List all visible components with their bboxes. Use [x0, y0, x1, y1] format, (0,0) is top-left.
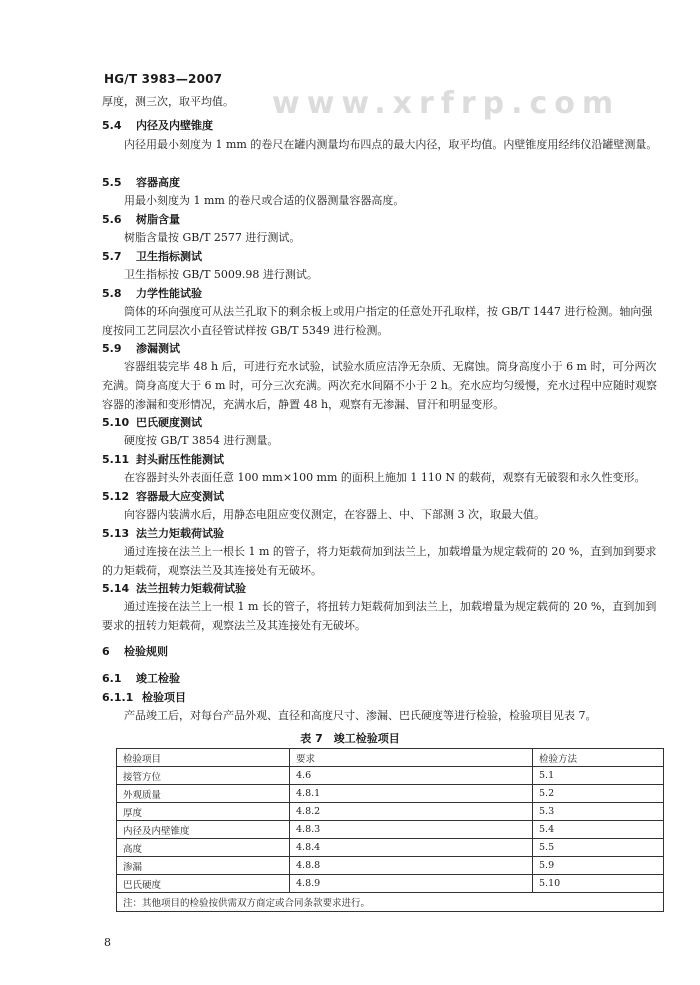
section-title: 封头耐压性能测试 — [136, 453, 224, 466]
section-5-11-body: 在容器封头外表面任意 100 mm×100 mm 的面积上施加 1 110 N 的载荷，观察有无破裂和永久性变形。 — [124, 471, 646, 484]
table-row — [117, 803, 664, 821]
table-header-cell: 检验方法 — [533, 749, 664, 767]
section-number: 6.1.1 — [102, 691, 134, 704]
table-cell: 接管方位 — [117, 767, 290, 785]
section-title: 巴氏硬度测试 — [136, 416, 202, 429]
section-number: 5.8 — [102, 287, 122, 300]
table-cell: 4.8.2 — [290, 803, 533, 821]
section-number: 5.11 — [102, 453, 130, 466]
section-5-14-heading — [102, 581, 246, 597]
table-cell: 4.8.9 — [290, 875, 533, 893]
table-cell: 4.8.1 — [290, 785, 533, 803]
section-6-1-1-heading — [102, 690, 186, 706]
table-cell: 4.6 — [290, 767, 533, 785]
table-cell: 外观质量 — [117, 785, 290, 803]
table-row — [117, 821, 664, 839]
section-5-8-heading — [102, 286, 202, 302]
section-number: 5.13 — [102, 527, 130, 540]
section-number: 5.9 — [102, 342, 122, 355]
section-title: 竣工检验 — [136, 672, 180, 685]
table-cell: 巴氏硬度 — [117, 875, 290, 893]
section-5-7-body: 卫生指标按 GB/T 5009.98 进行测试。 — [124, 268, 318, 281]
table-note: 注：其他项目的检验按供需双方商定或合同条款要求进行。 — [117, 893, 664, 912]
paragraph-top: 厚度，测三次，取平均值。 — [102, 95, 234, 108]
section-title: 内径及内壁锥度 — [136, 119, 213, 132]
section-5-11-heading — [102, 452, 224, 468]
table-header-cell: 检验项目 — [117, 749, 290, 767]
standard-code: HG/T 3983—2007 — [104, 72, 223, 86]
table-row — [117, 767, 664, 785]
section-5-10-heading — [102, 415, 202, 431]
section-5-13-body: 通过连接在法兰上一根长 1 m 的管子，将力矩载荷加到法兰上，加载增量为规定载荷的 20 %，直到加到要求的力矩载荷，观察法兰及其连接处有无破坏。 — [102, 545, 657, 577]
table-row — [117, 857, 664, 875]
table-cell: 厚度 — [117, 803, 290, 821]
table-cell: 5.9 — [533, 857, 664, 875]
section-5-4-heading — [102, 118, 213, 134]
table-cell: 内径及内壁锥度 — [117, 821, 290, 839]
section-title: 检验规则 — [124, 645, 168, 658]
section-5-5-body: 用最小刻度为 1 mm 的卷尺或合适的仪器测量容器高度。 — [124, 194, 405, 207]
section-number: 5.7 — [102, 250, 122, 263]
table-cell: 高度 — [117, 839, 290, 857]
table-header-row — [117, 749, 664, 767]
section-number: 6 — [102, 645, 110, 658]
section-number: 5.5 — [102, 176, 122, 189]
section-5-13-heading — [102, 526, 224, 542]
table-header-cell: 要求 — [290, 749, 533, 767]
table-cell: 5.2 — [533, 785, 664, 803]
section-number: 6.1 — [102, 672, 122, 685]
section-title: 容器高度 — [136, 176, 180, 189]
section-5-12-body: 向容器内装满水后，用静态电阻应变仪测定，在容器上、中、下部测 3 次，取最大值。 — [124, 508, 545, 521]
section-title: 树脂含量 — [136, 213, 180, 226]
page-number: 8 — [104, 936, 111, 949]
section-5-6-heading — [102, 212, 180, 228]
table-row — [117, 785, 664, 803]
section-5-4-body: 内径用最小刻度为 1 mm 的卷尺在罐内测量均布四点的最大内径，取平均值。内壁锥度用经纬仪沿罐壁测量。 — [124, 138, 658, 151]
section-number: 5.6 — [102, 213, 122, 226]
table-cell: 5.3 — [533, 803, 664, 821]
section-title: 检验项目 — [142, 691, 186, 704]
section-title: 力学性能试验 — [136, 287, 202, 300]
section-5-9-body: 容器组装完毕 48 h 后，可进行充水试验，试验水质应洁净无杂质、无腐蚀。筒身高度小于 6 m 时，可分两次充满。筒身高度大于 6 m 时，可分三次充满。两次充水间隔不小于 2 h。充水应均匀缓慢，充水过程中应随时观察容器的渗漏和变形情况，充满水后，静置 48 h，观察有无渗漏、冒汗和明显变形。 — [102, 360, 657, 411]
section-number: 5.14 — [102, 582, 130, 595]
table-row — [117, 839, 664, 857]
section-title: 法兰力矩载荷试验 — [136, 527, 224, 540]
table-caption: 表 7 竣工检验项目 — [300, 732, 400, 745]
section-5-8-body: 筒体的环向强度可从法兰孔取下的剩余板上或用户指定的任意处开孔取样，按 GB/T 1447 进行检测。轴向强度按同工艺同层次小直径管试样按 GB/T 5349 进行检测。 — [102, 305, 653, 337]
section-5-14-body: 通过连接在法兰上一根 1 m 长的管子，将扭转力矩载荷加到法兰上，加载增量为规定载荷的 20 %，直到加到要求的扭转力矩载荷，观察法兰及其连接处有无破坏。 — [102, 600, 657, 632]
section-number: 5.10 — [102, 416, 130, 429]
section-title: 渗漏测试 — [136, 342, 180, 355]
table-row — [117, 875, 664, 893]
section-number: 5.12 — [102, 490, 130, 503]
section-5-6-body: 树脂含量按 GB/T 2577 进行测试。 — [124, 231, 301, 244]
section-6-1-1-body: 产品竣工后，对每台产品外观、直径和高度尺寸、渗漏、巴氏硬度等进行检验，检验项目见表 7。 — [124, 709, 597, 722]
section-title: 卫生指标测试 — [136, 250, 202, 263]
section-5-10-body: 硬度按 GB/T 3854 进行测量。 — [124, 434, 279, 447]
section-title: 法兰扭转力矩载荷试验 — [136, 582, 246, 595]
section-5-5-heading — [102, 175, 180, 191]
table-cell: 5.5 — [533, 839, 664, 857]
table-cell: 5.10 — [533, 875, 664, 893]
section-title: 容器最大应变测试 — [136, 490, 224, 503]
section-6-1-heading — [102, 671, 180, 687]
inspection-table — [116, 748, 664, 912]
section-number: 5.4 — [102, 119, 122, 132]
watermark-text: www.xrfrp.com — [272, 86, 621, 121]
section-5-7-heading — [102, 249, 202, 265]
table-cell: 5.4 — [533, 821, 664, 839]
section-5-9-heading — [102, 341, 180, 357]
table-cell: 渗漏 — [117, 857, 290, 875]
section-5-12-heading — [102, 489, 224, 505]
table-note-row — [117, 893, 664, 912]
table-cell: 4.8.3 — [290, 821, 533, 839]
table-cell: 5.1 — [533, 767, 664, 785]
table-cell: 4.8.4 — [290, 839, 533, 857]
table-cell: 4.8.8 — [290, 857, 533, 875]
section-6-heading — [102, 644, 168, 660]
